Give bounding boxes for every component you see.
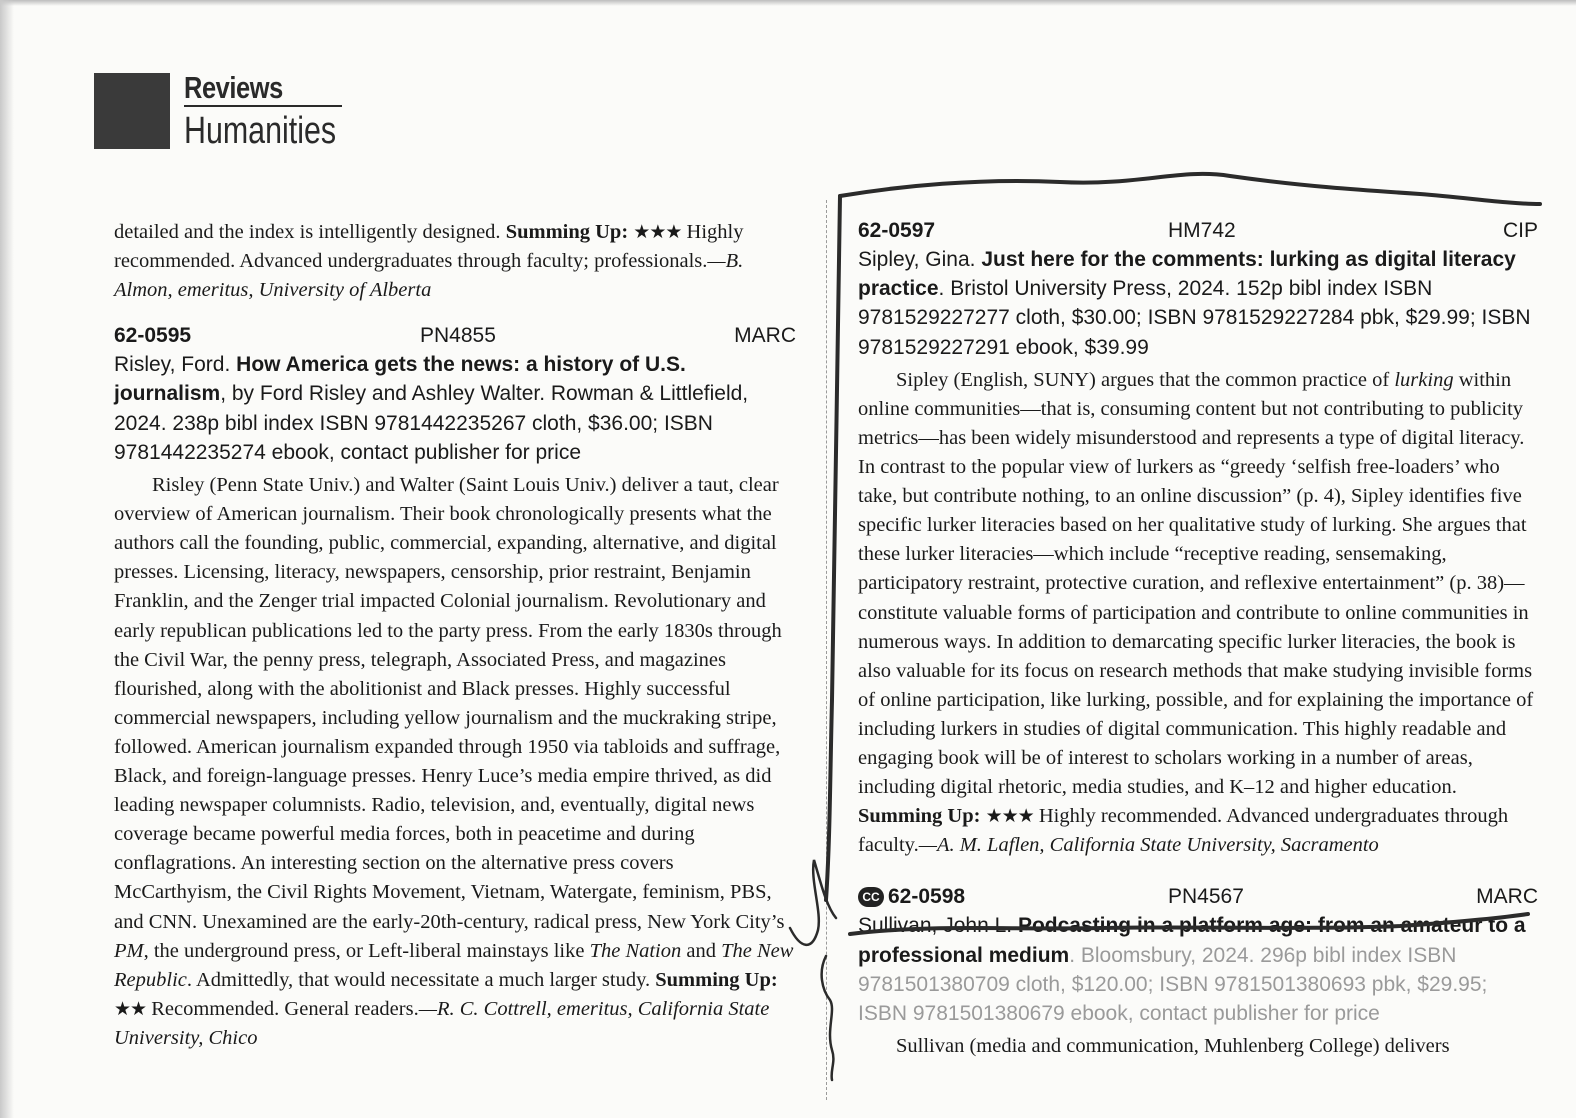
review-text: and [681,939,722,962]
reviewer-credit: —B. Almon, emeritus, University of Alberta [114,250,744,302]
record-type: MARC [734,324,796,348]
review-italic: The Nation [589,939,682,962]
bibliographic-entry [858,245,1538,362]
call-number: PN4567 [1168,885,1244,909]
reviewer-credit: —A. M. Laflen, California State University, Sacramento [918,834,1379,857]
subsection-title: Humanities [184,110,337,152]
star-rating: ★★ [114,997,147,1020]
review-italic: PM [114,939,144,962]
summing-up-label: Summing Up: [655,968,778,991]
recommendation-text: Highly recommended. Advanced undergraduates through faculty. [858,805,1509,857]
review-body [114,471,796,1053]
choice-badge-icon: CC [858,887,884,907]
continued-review [114,218,796,305]
entry-details: . Bristol University Press, 2024. 152p bibl index ISBN 9781529227277 cloth, $30.00; ISBN 9781529227284 pbk, $29.99; ISBN 9781529227291 ebook, $39.99 [858,277,1531,359]
right-column [858,216,1538,1061]
reviewer-credit: —R. C. Cottrell, emeritus, California State University, Chico [114,997,770,1049]
review-italic: lurking [1394,368,1454,391]
review-text: . Admittedly, that would necessitate a much larger study. [186,968,656,991]
star-rating: ★★★ [985,805,1034,828]
entry-author: Sullivan, John L. [858,914,1013,938]
entry-author: Sipley, Gina. [858,248,976,271]
review-body [858,1032,1538,1061]
scan-edge-top [0,0,1576,6]
column-divider [826,200,827,1100]
record-type: MARC [1476,885,1538,909]
entry-number: 62-0598 [888,885,966,909]
pen-bracket-top [840,174,1540,204]
call-number: PN4855 [420,324,496,348]
entry-header [858,882,1538,911]
entry-header [858,216,1538,245]
entry-title: Just here for the comments: lurking as digital literacy practice [858,248,1516,301]
entry-author: Risley, Ford. [114,353,231,377]
pen-bracket-left [826,196,840,900]
review-text: Sipley (English, SUNY) argues that the common practice of [896,368,1395,391]
review-text: Sullivan (media and communication, Muhlenberg College) delivers [896,1035,1450,1058]
entry-title: How America gets the news: a history of U.S. journalism [114,353,686,406]
section-header-block [94,73,170,149]
entry-number: 62-0595 [114,324,192,348]
entry-number-wrap [858,882,1098,911]
summing-up-label: Summing Up: [505,221,629,243]
review-text: , the underground press, or Left-liberal mainstays like [143,939,590,962]
review-italic: The New Republic [114,939,794,991]
star-rating: ★★★ [633,221,682,243]
recommendation-text: Recommended. General readers. [146,997,419,1020]
review-text: Risley (Penn State Univ.) and Walter (Saint Louis Univ.) deliver a taut, clear overview of American journalism. Their book chronologically presents what the authors call the founding, public, commercial, expanding, alternative, and digital presses. Licensing, literacy, newspapers, censorship, prior restraint, Benjamin Franklin, and the Zenger trial impacted Colonial journalism. Revolutionary and early republican publications led to the party press. From the early 1830s through the Civil War, the penny press, telegraph, Associated Press, and magazines flourished, along with the abolitionist and Black presses. Highly successful commercial newspapers, including yellow journalism and the muckraking stripe, followed. American journalism expanded through 1950 via tabloids and suffrage, Black, and foreign-language presses. Henry Luce’s media empire thrived, as did leading newspaper columnists. Radio, television, and, eventually, digital news coverage became powerful media forces, both in peacetime and during conflagrations. An interesting section on the alternative press covers McCarthyism, the Civil Rights Movement, Vietnam, Watergate, feminism, PBS, and CNN. Unexamined are the early-20th-century, radical press, New York City’s [114,474,785,933]
summing-up-label: Summing Up: [858,805,981,828]
review-text: within online communities—that is, consuming content but not contributing to publicity metrics—has been widely misunderstood and represents a type of digital literacy. In contrast to the popular view of lurkers as “greedy ‘selfish free-loaders’ who take, but contribute nothing, to an online discussion” (p. 4), Sipley identifies five specific lurker literacies based on her qualitative study of lurking. She argues that these lurker literacies—which include “receptive reading, sensemaking, participatory restraint, protective curation, and reflexive entertainment” (p. 38)—constitute valuable forms of participation and contribute to online communities in numerous ways. In addition to demarcating specific lurker literacies, the book is also valuable for its focus on research methods that make studying invisible forms of online participation, like lurking, possible, and for explaining the importance of including lurkers in studies of digital communication. This highly readable and engaging book will be of interest to scholars working in a number of areas, including digital rhetoric, media studies, and K–12 and higher education. [858,368,1534,799]
record-type: CIP [1502,219,1538,242]
entry-details: . Bloomsbury, 2024. 296p bibl index ISBN 9781501380709 cloth, $120.00; ISBN 9781501380693 pbk, $29.95; ISBN 9781501380679 ebook, contact publisher for price [858,943,1488,1026]
continued-text: detailed and the index is intelligently designed. [114,221,501,243]
section-title-rule [184,105,342,107]
scan-edge-left [0,0,14,1118]
recommendation-text: Highly recommended. Advanced undergraduates through faculty; professionals. [114,221,744,273]
bibliographic-entry [858,911,1538,1028]
section-title: Reviews [184,70,283,105]
pen-margin-scribble [822,956,834,1080]
review-body [858,366,1538,861]
bibliographic-entry [114,350,796,467]
entry-number: 62-0597 [858,219,936,242]
entry-title: Podcasting in a platform age: from an amateur to a professional medium [858,914,1526,967]
left-column [114,218,796,1053]
pen-initials-mark [790,860,836,945]
entry-details: , by Ford Risley and Ashley Walter. Rowman & Littlefield, 2024. 238p bibl index ISBN 9781442235267 cloth, $36.00; ISBN 9781442235274 ebook, contact publisher for price [114,382,749,464]
call-number: HM742 [1168,219,1236,242]
entry-header [114,321,796,350]
